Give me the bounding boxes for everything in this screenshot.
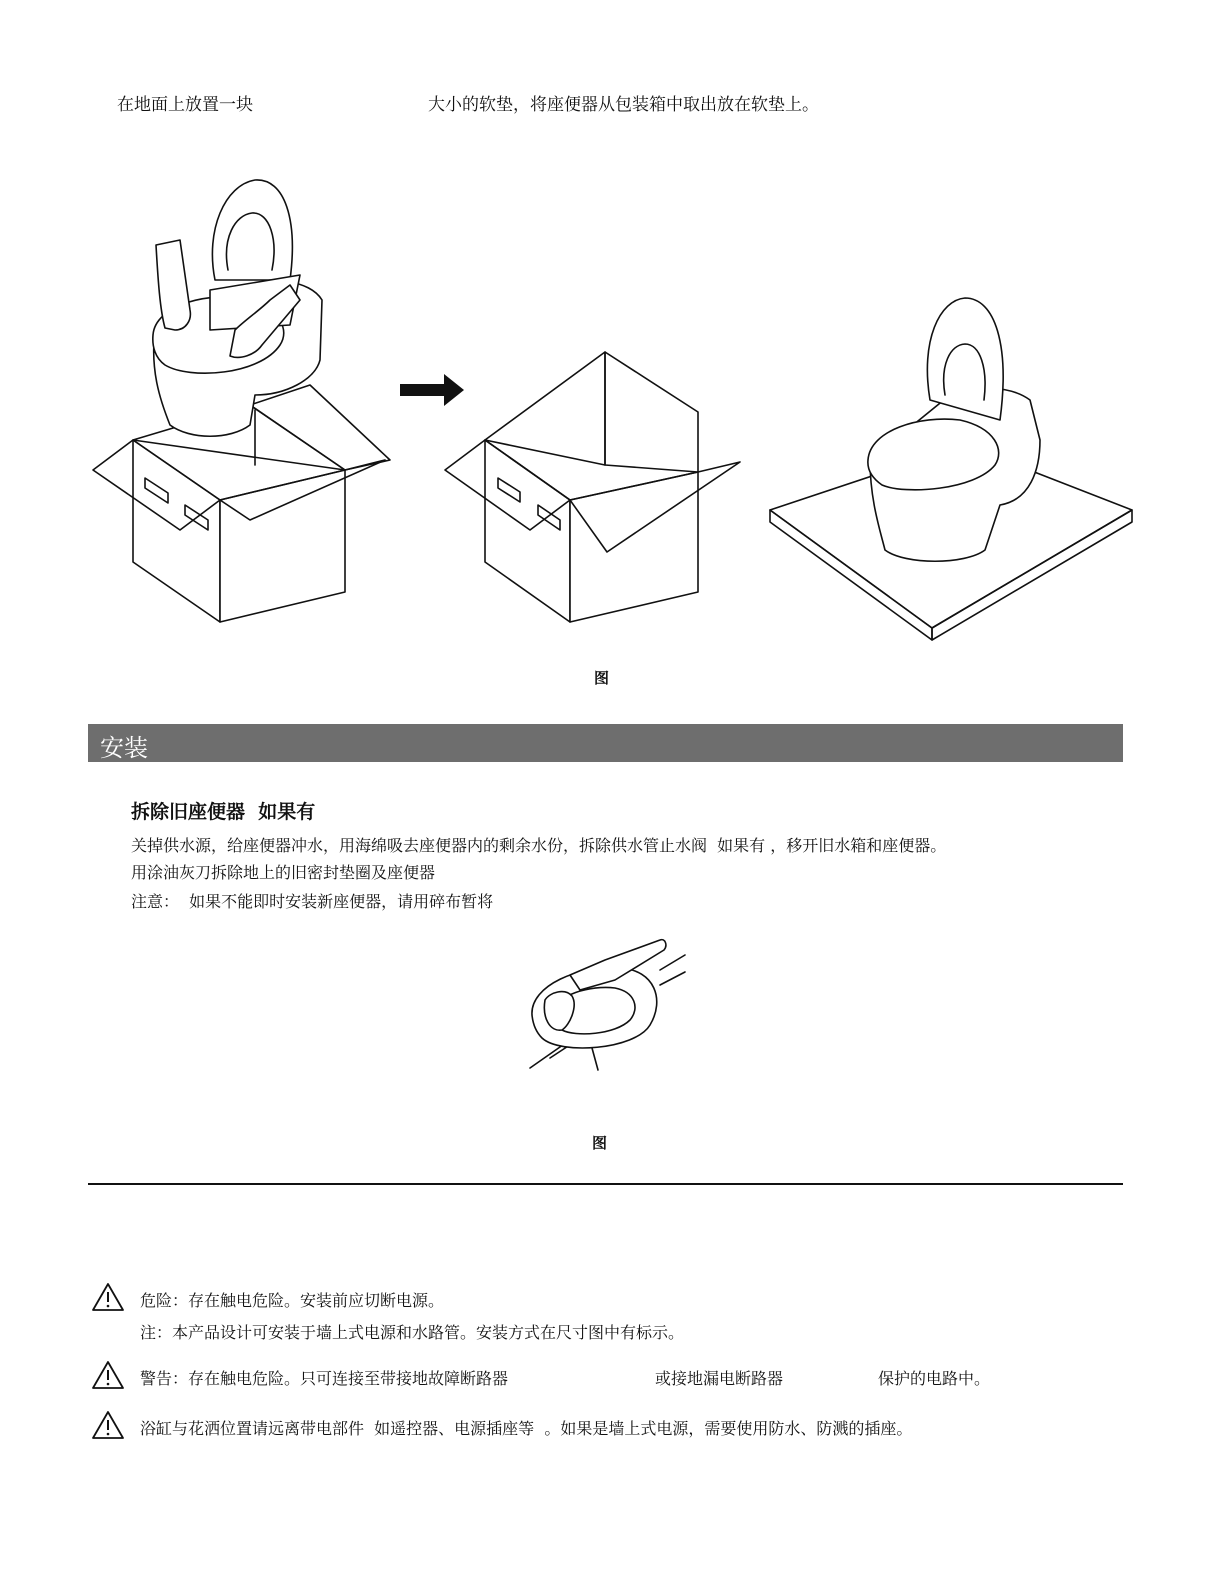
unpacking-illustration (0, 0, 1225, 700)
open-empty-box-drawing (445, 352, 740, 622)
intro-text-start: 在地面上放置一块 (117, 95, 253, 115)
danger-warning-note: 注：本产品设计可安装于墙上式电源和水路管。安装方式在尺寸图中有标示。 (140, 1323, 685, 1342)
putty-knife-illustration (520, 930, 700, 1080)
intro-text-end: 大小的软垫，将座便器从包装箱中取出放在软垫上。 (428, 95, 819, 115)
remove-old-toilet-title: 拆除旧座便器 如果有 (131, 801, 316, 823)
remove-old-instruction-line-2: 用涂油灰刀拆除地上的旧密封垫圈及座便器 (131, 863, 436, 882)
figure-2-caption: 图 (592, 1134, 608, 1152)
remove-old-instruction-line-1: 关掉供水源，给座便器冲水，用海绵吸去座便器内的剩余水份，拆除供水管止水阀 如果有 ，移开旧水箱和座便器。 (131, 836, 947, 855)
section-title: 安装 (100, 734, 148, 762)
toilet-on-mat-drawing (770, 298, 1132, 640)
arrow-right-icon (400, 374, 464, 406)
warning-triangle-icon (91, 1410, 125, 1440)
bathtub-shower-warning-text: 浴缸与花洒位置请远离带电部件 如遥控器、电源插座等 。如果是墙上式电源，需要使用防水、防溅的插座。 (140, 1419, 913, 1438)
divider-line (88, 1183, 1123, 1185)
open-box-with-toilet-drawing (93, 180, 390, 622)
remove-old-note: 注意： 如果不能即时安装新座便器，请用碎布暂将 (131, 892, 494, 911)
section-header (88, 724, 1123, 762)
warning-triangle-icon (91, 1282, 125, 1312)
figure-1-caption: 图 (594, 669, 610, 687)
caution-warning-text-end: 保护的电路中。 (878, 1369, 991, 1388)
caution-warning-text-middle: 或接地漏电断路器 (655, 1369, 784, 1388)
caution-warning-text-start: 警告：存在触电危险。只可连接至带接地故障断路器 (140, 1369, 509, 1388)
warning-triangle-icon (91, 1360, 125, 1390)
danger-warning-text: 危险：存在触电危险。安装前应切断电源。 (140, 1291, 445, 1310)
